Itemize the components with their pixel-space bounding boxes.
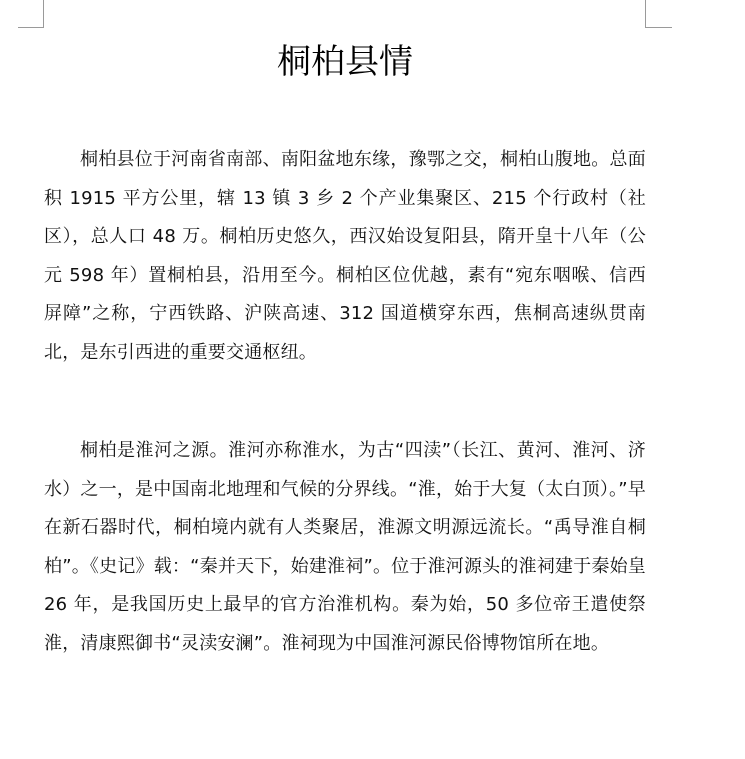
page-corner-mark-top-left bbox=[18, 27, 44, 28]
page-corner-mark-top-right bbox=[645, 27, 672, 28]
paragraph-1: 桐柏县位于河南省南部、南阳盆地东缘，豫鄂之交，桐柏山腹地。总面积 1915 平方公里，辖 13 镇 3 乡 2 个产业集聚区、215 个行政村（社区），总人口 48 万。桐柏历史悠久，西汉始设复阳县，隋开皇十八年（公元 598 年）置桐柏县，沿用至今。桐柏区位优越，素有“宛东咽喉、信西屏障”之称，宁西铁路、沪陕高速、312 国道横穿东西，焦桐高速纵贯南北，是东引西进的重要交通枢纽。 bbox=[44, 149, 646, 363]
page-corner-mark-top-right bbox=[645, 0, 646, 27]
document-title: 桐柏县情 bbox=[277, 42, 413, 82]
paragraph-2: 桐柏是淮河之源。淮河亦称淮水，为古“四渎”（长江、黄河、淮河、济水）之一，是中国南北地理和气候的分界线。“淮，始于大复（太白顶）。”早在新石器时代，桐柏境内就有人类聚居，淮源文明源远流长。“禹导淮自桐柏”。《史记》载：“秦并天下，始建淮祠”。位于淮河源头的淮祠建于秦始皇 26 年，是我国历史上最早的官方治淮机构。秦为始，50 多位帝王遣使祭淮，清康熙御书“灵渎安澜”。淮祠现为中国淮河源民俗博物馆所在地。 bbox=[44, 440, 646, 654]
page-corner-mark-top-left bbox=[43, 0, 44, 27]
